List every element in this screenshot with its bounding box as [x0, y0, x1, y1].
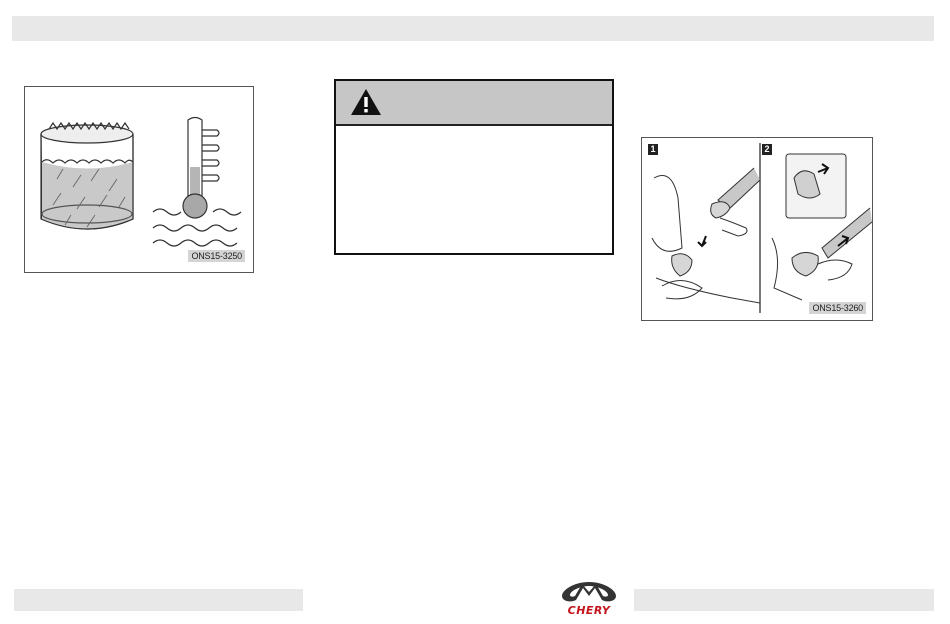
figure-code-label: ONS15-3250 [188, 250, 245, 262]
panel-number-2: 2 [762, 144, 772, 155]
seat-belt-buckle-illustration [642, 138, 874, 322]
brand-name: CHERY [567, 604, 611, 617]
header-bar [12, 16, 934, 41]
panel-2-illustration [772, 154, 872, 300]
thermometer-illustration [153, 118, 241, 247]
container-thermometer-illustration [25, 87, 255, 274]
warning-header [336, 81, 612, 126]
panel-1-illustration [652, 168, 760, 303]
panel-number-1: 1 [648, 144, 658, 155]
liquid-temperature-figure [24, 86, 254, 273]
figure-code-label: ONS15-3260 [809, 302, 866, 314]
liquid-container-illustration [41, 123, 133, 229]
warning-box [334, 79, 614, 255]
seat-belt-figure [641, 137, 873, 321]
warning-triangle-icon [349, 87, 383, 117]
footer-bar-left [14, 589, 303, 611]
footer-bar-right [634, 589, 934, 611]
warning-icon-cell [336, 81, 398, 124]
